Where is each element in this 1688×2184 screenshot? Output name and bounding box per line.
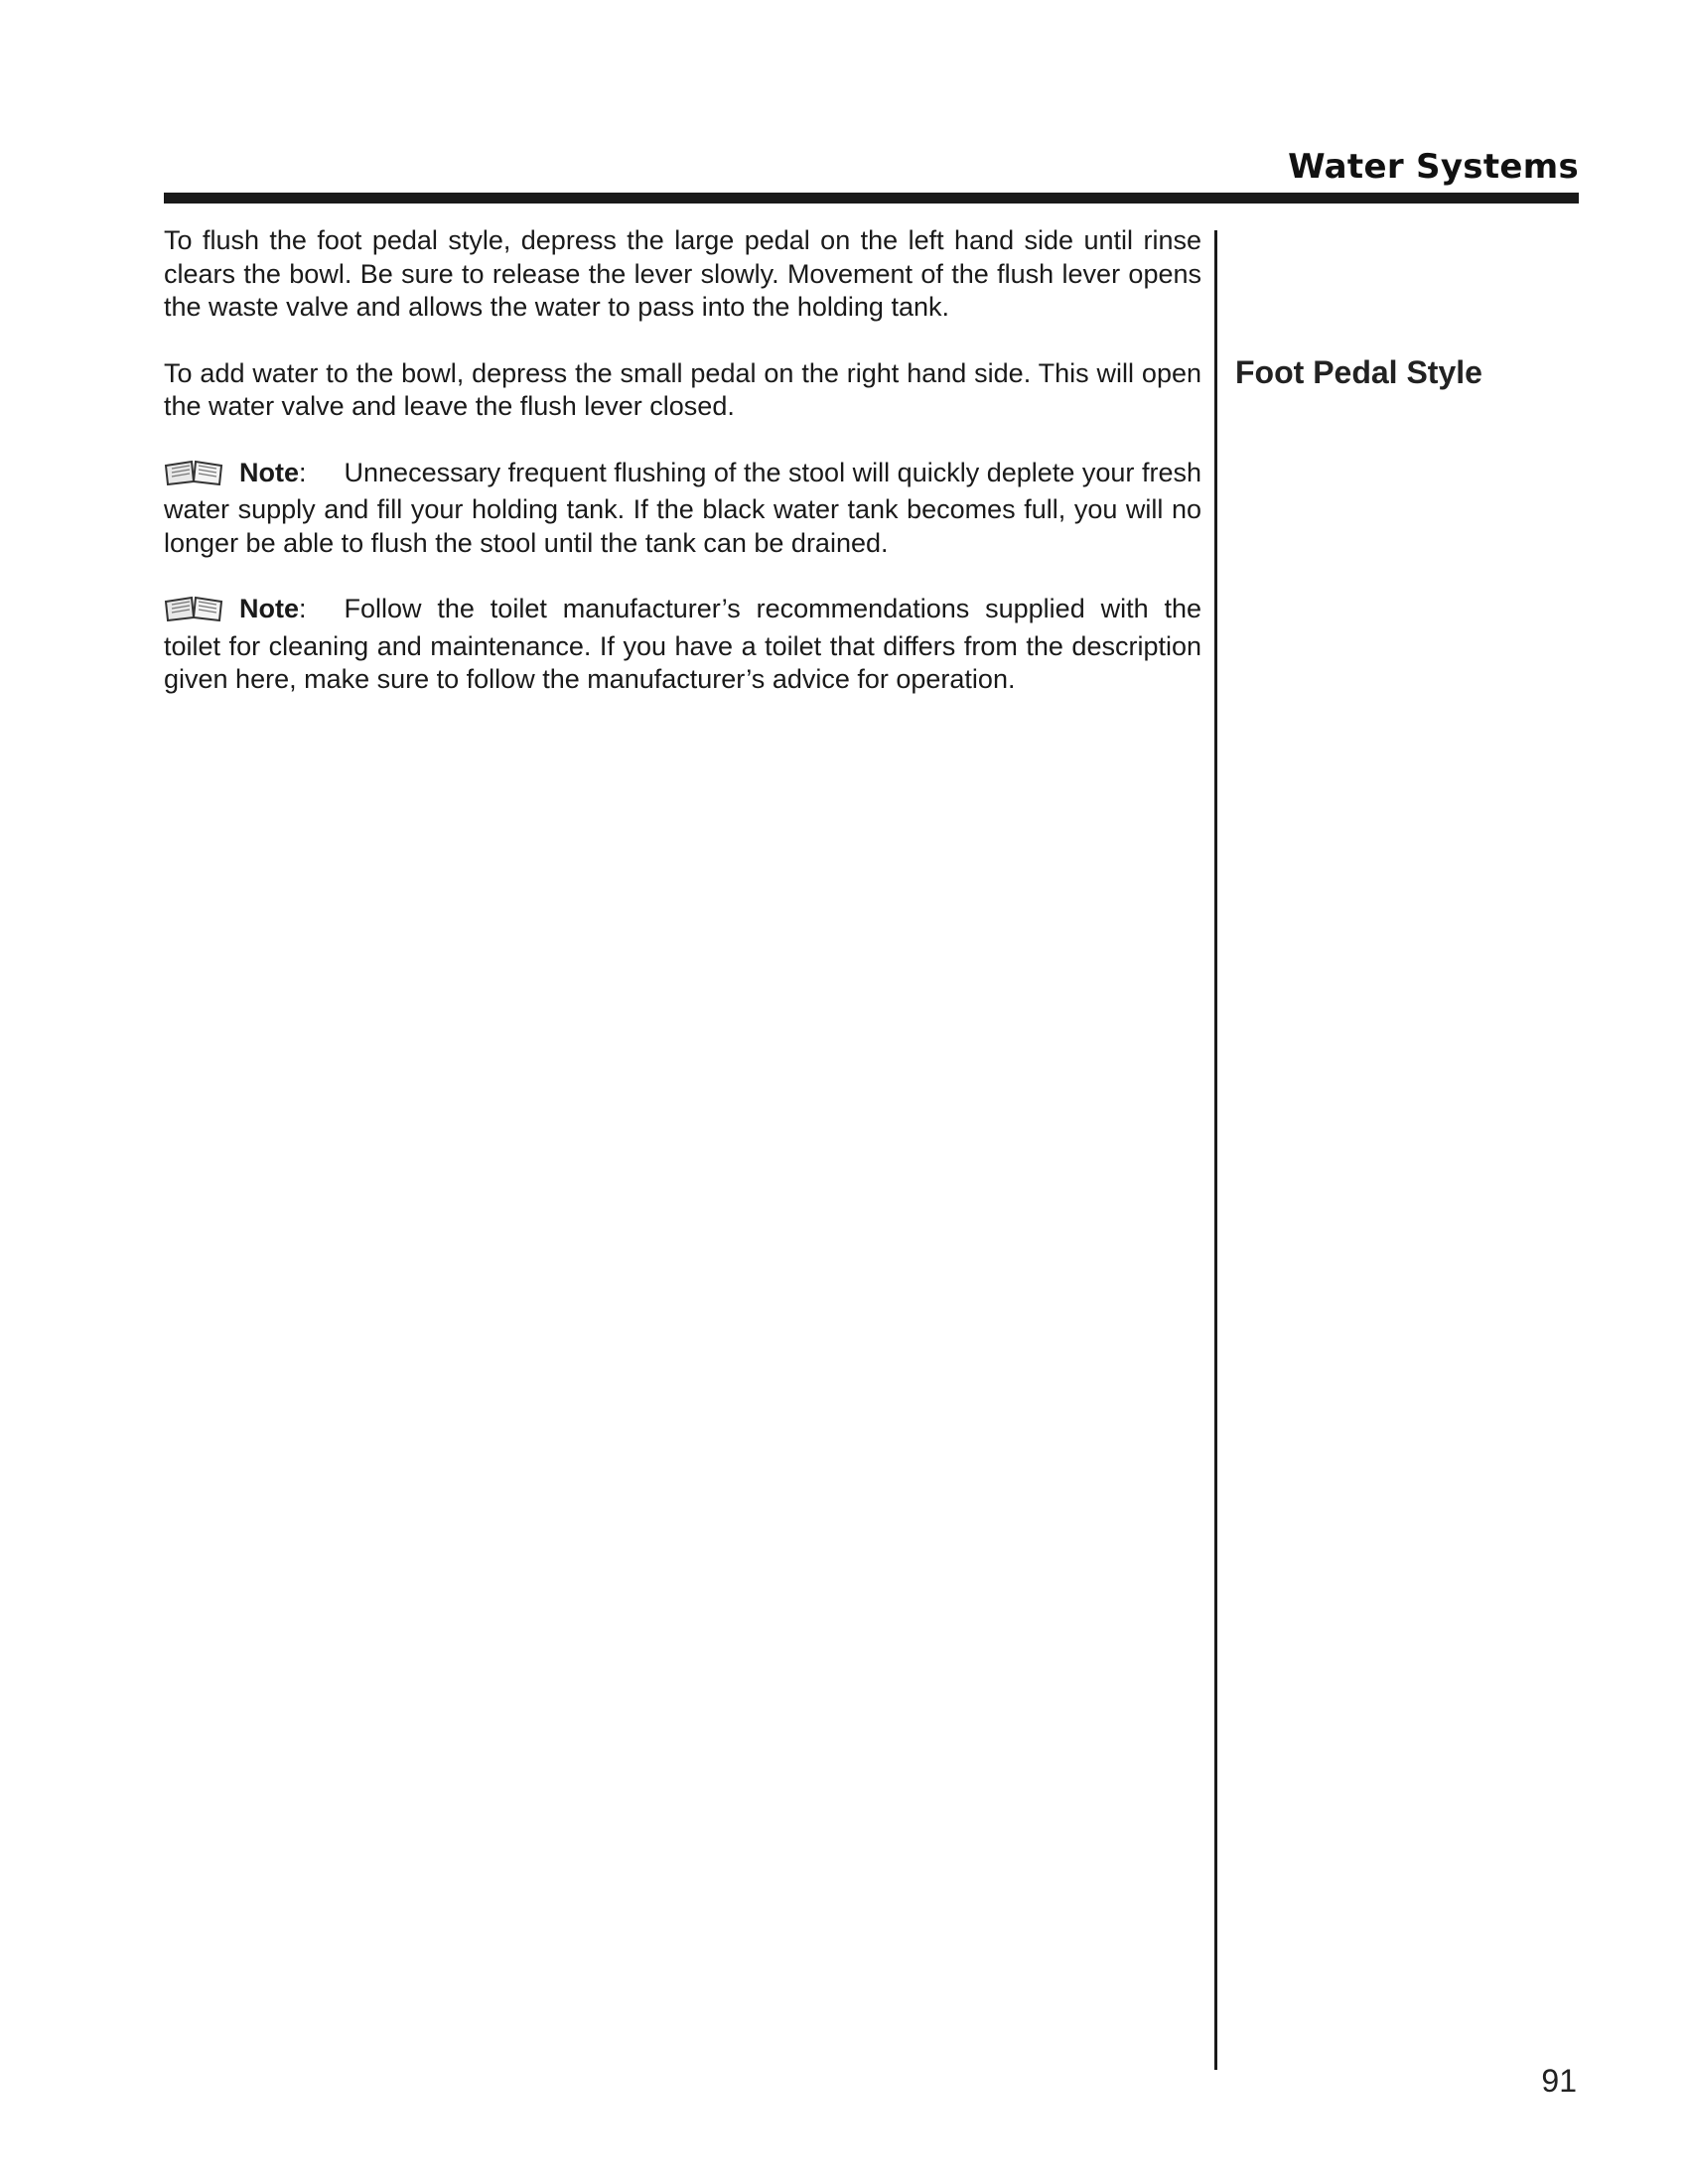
paragraph-add-water: To add water to the bowl, depress the small pedal on the right hand side. This will open the water valve and leave the flush lever closed.	[164, 357, 1201, 421]
page-number: 91	[1541, 2063, 1577, 2099]
note-text: Follow the toilet manufacturer’s recommendations supplied with the toilet for cleaning and maintenance. If you have a toilet that differs from the description given here, make sure to follow the manufacturer’s advice for operation.	[164, 594, 1201, 694]
sidebar-heading: Foot Pedal Style	[1235, 354, 1482, 390]
paragraph-flush-instructions: To flush the foot pedal style, depress the large pedal on the left hand side until rinse clears the bowl. Be sure to release the lever slowly. Movement of the flush lever opens the waste valve and allows the water to pass into the holding tank.	[164, 225, 1201, 322]
note-text: Unnecessary frequent flushing of the stool will quickly deplete your fresh water supply and fill your holding tank. If the black water tank becomes full, you will no longer be able to flush the stool until the tank can be drained.	[164, 457, 1201, 558]
note-label: Note	[239, 594, 299, 623]
note-label: Note	[239, 457, 299, 487]
main-column	[164, 224, 1201, 730]
column-divider	[1214, 230, 1217, 2070]
header-rule	[164, 193, 1579, 204]
open-book-icon	[164, 458, 223, 494]
note-frequent-flushing: Note: Unnecessary frequent flushing of the stool will quickly deplete your fresh water supply and fill your holding tank. If the black water tank becomes full, you will no longer be able to flush the stool until the tank can be drained.	[164, 457, 1201, 558]
open-book-icon	[164, 594, 223, 630]
section-header: Water Systems	[1288, 147, 1579, 187]
note-manufacturer-recommendations: Note: Follow the toilet manufacturer’s recommendations supplied with the toilet for cleaning and maintenance. If you have a toilet that differs from the description given here, make sure to follow the manufacturer’s advice for operation.	[164, 594, 1201, 694]
